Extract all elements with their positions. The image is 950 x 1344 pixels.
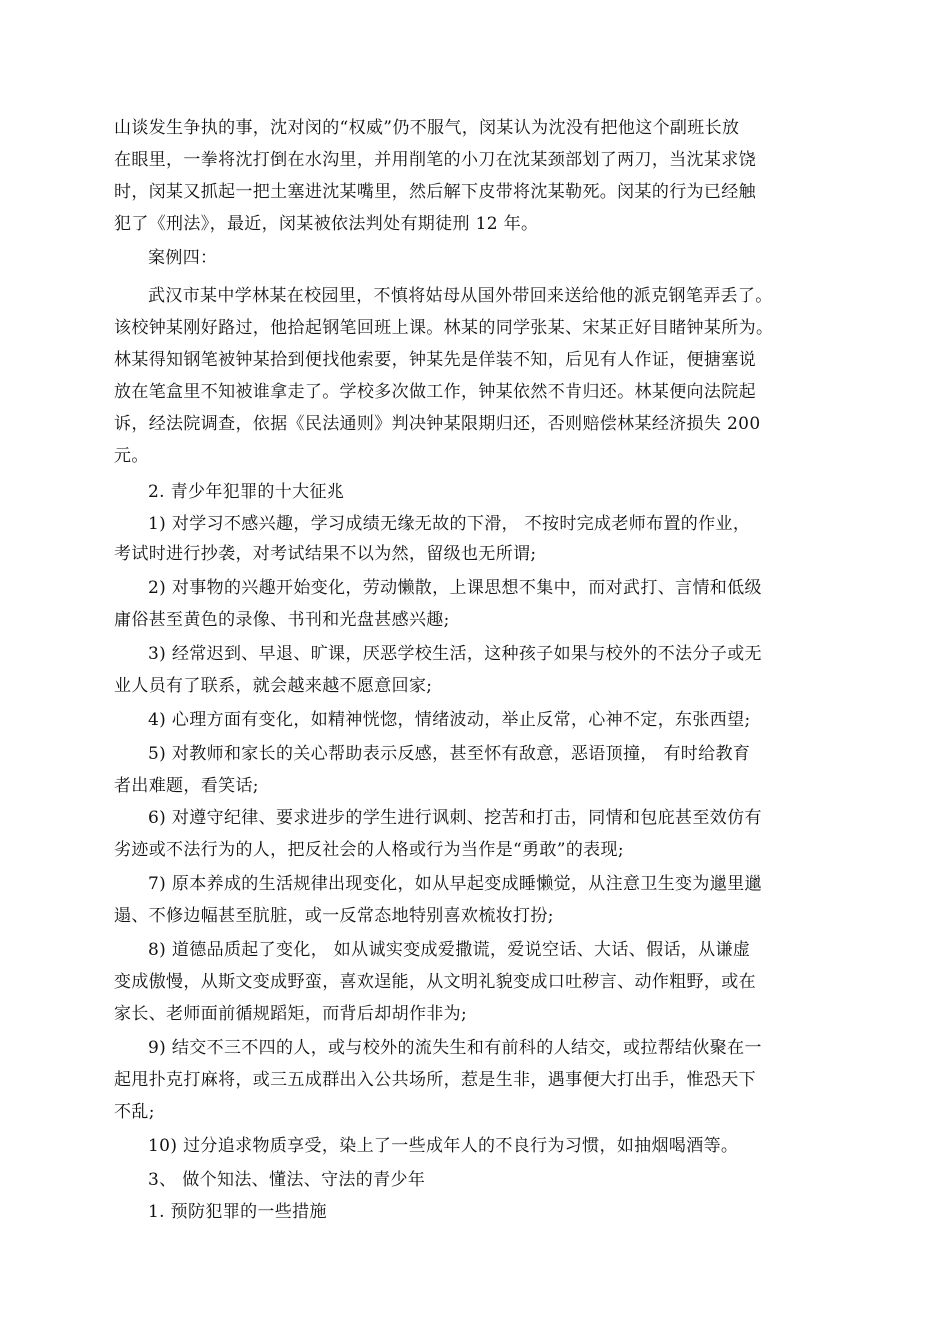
list-item: 8) 道德品质起了变化， 如从诚实变成爱撒谎，爱说空话、大话、假话，从谦虚 — [148, 940, 751, 960]
text-line: 起甩扑克打麻将，或三五成群出入公共场所，惹是生非，遇事便大打出手，惟恐天下 — [114, 1070, 756, 1090]
text-line: 元。 — [114, 446, 149, 466]
text-line: 该校钟某刚好路过，他拾起钢笔回班上课。林某的同学张某、宋某正好目睹钟某所为。 — [114, 318, 774, 338]
text-line: 家长、老师面前循规蹈矩，而背后却胡作非为; — [114, 1004, 468, 1024]
text-line: 林某得知钢笔被钟某拾到便找他索要，钟某先是佯装不知，后见有人作证，便搪塞说 — [114, 350, 756, 370]
list-item: 4) 心理方面有变化，如精神恍惚，情绪波动，举止反常，心神不定，东张西望; — [148, 710, 751, 730]
section-heading: 案例四： — [148, 248, 218, 268]
list-item: 6) 对遵守纪律、要求进步的学生进行讽刺、挖苦和打击，同情和包庇甚至效仿有 — [148, 808, 762, 828]
text-line: 在眼里，一拳将沈打倒在水沟里，并用削笔的小刀在沈某颈部划了两刀，当沈某求饶 — [114, 150, 756, 170]
text-line: 犯了《刑法》，最近，闵某被依法判处有期徒刑 12 年。 — [114, 214, 539, 234]
text-line: 劣迹或不法行为的人，把反社会的人格或行为当作是“勇敢”的表现; — [114, 840, 624, 860]
text-line: 遢、不修边幅甚至肮脏，或一反常态地特别喜欢梳妆打扮; — [114, 906, 554, 926]
text-line: 放在笔盒里不知被谁拿走了。学校多次做工作，钟某依然不肯归还。林某便向法院起 — [114, 382, 756, 402]
list-item: 1) 对学习不感兴趣，学习成绩无缘无故的下滑， 不按时完成老师布置的作业， — [148, 514, 751, 534]
list-item: 3) 经常迟到、早退、旷课，厌恶学校生活，这种孩子如果与校外的不法分子或无 — [148, 644, 762, 664]
text-line: 变成傲慢，从斯文变成野蛮，喜欢逞能，从文明礼貌变成口吐秽言、动作粗野，或在 — [114, 972, 756, 992]
text-line: 庸俗甚至黄色的录像、书刊和光盘甚感兴趣; — [114, 610, 450, 630]
text-line: 者出难题，看笑话; — [114, 776, 259, 796]
text-line: 业人员有了联系，就会越来越不愿意回家; — [114, 676, 433, 696]
text-line: 不乱; — [114, 1102, 155, 1122]
text-line: 考试时进行抄袭，对考试结果不以为然，留级也无所谓; — [114, 544, 537, 564]
list-item: 10) 过分追求物质享受，染上了一些成年人的不良行为习惯，如抽烟喝酒等。 — [148, 1136, 739, 1156]
text-line: 武汉市某中学林某在校园里，不慎将姑母从国外带回来送给他的派克钢笔弄丢了。 — [148, 286, 773, 306]
text-line: 诉，经法院调查，依据《民法通则》判决钟某限期归还，否则赔偿林某经济损失 200 — [114, 414, 761, 434]
text-line: 山谈发生争执的事，沈对闵的“权威”仍不服气，闵某认为沈没有把他这个副班长放 — [114, 118, 740, 138]
list-item: 5) 对教师和家长的关心帮助表示反感，甚至怀有敌意，恶语顶撞， 有时给教育 — [148, 744, 751, 764]
list-item: 7) 原本养成的生活规律出现变化，如从早起变成睡懒觉，从注意卫生变为邋里邋 — [148, 874, 762, 894]
section-heading: 1. 预防犯罪的一些措施 — [148, 1202, 327, 1222]
section-heading: 2. 青少年犯罪的十大征兆 — [148, 482, 345, 502]
section-heading: 3、 做个知法、懂法、守法的青少年 — [148, 1170, 426, 1190]
list-item: 9) 结交不三不四的人，或与校外的流失生和有前科的人结交，或拉帮结伙聚在一 — [148, 1038, 762, 1058]
list-item: 2) 对事物的兴趣开始变化，劳动懒散，上课思想不集中，而对武打、言情和低级 — [148, 578, 762, 598]
text-line: 时，闵某又抓起一把土塞进沈某嘴里，然后解下皮带将沈某勒死。闵某的行为已经触 — [114, 182, 756, 202]
